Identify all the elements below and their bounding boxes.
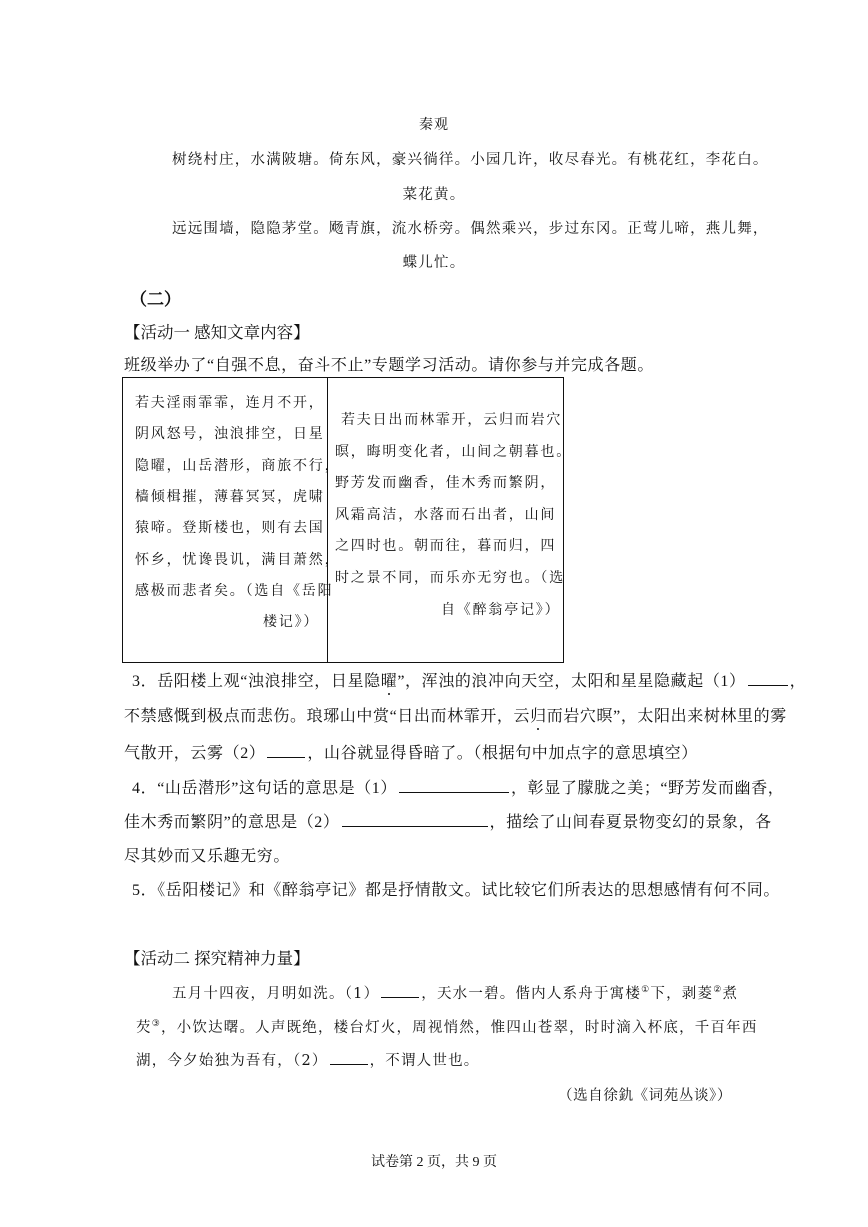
- passage-source: （选自徐釚《词苑丛谈》）: [558, 1088, 732, 1104]
- q4-text: ，彰显了朦胧之美；“野芳发而幽香，: [511, 780, 785, 797]
- page-footer: 试卷第 2 页，共 9 页: [371, 1155, 497, 1170]
- q4-blank-1[interactable]: [399, 778, 509, 793]
- poem-line: 树绕村庄，水满陂塘。倚东风，豪兴徜徉。小园几许，收尽春光。有桃花红，李花白。: [172, 152, 769, 168]
- footnote-mark: ②: [713, 985, 723, 996]
- activity2-passage-line3: [136, 1049, 479, 1070]
- passage-text: 五月十四夜，月明如洗。（1）: [172, 986, 380, 1002]
- q3-text: 而岩穴暝”，太阳出来树林里的雾: [546, 708, 787, 725]
- passage-text: 煮: [722, 986, 739, 1002]
- table-left-line: 阴风怒号，浊浪排空，日星: [135, 426, 325, 443]
- passage-text: ，不谓人世也。: [369, 1053, 480, 1069]
- poem-line: 蝶儿忙。: [402, 255, 466, 271]
- table-left-line: 隐曜，山岳潜形，商旅不行，: [135, 457, 341, 474]
- q3-text: ，: [789, 673, 807, 690]
- activity2-title: 【活动二 探究精神力量】: [124, 949, 310, 968]
- activity1-intro: 班级举办了“自强不息，奋斗不止”专题学习活动。请你参与并完成各题。: [124, 357, 655, 374]
- question-4-line3: 尽其妙而又乐趣无穷。: [124, 848, 291, 865]
- part-heading: （二）: [130, 290, 181, 309]
- table-left-line: 若夫淫雨霏霏，连月不开，: [135, 395, 325, 411]
- table-left-line: 猿啼。登斯楼也，则有去国: [135, 520, 325, 537]
- table-left-line: 楼记》）: [263, 614, 320, 631]
- q3-text: 气散开，云雾（2）: [124, 745, 266, 762]
- question-3-line3: [124, 740, 698, 763]
- q3-text: ，山谷就显得昏暗了。（根据句中加点字的意思填空）: [307, 745, 698, 762]
- q4-text: 4．“山岳潜形”这句话的意思是（1）: [132, 780, 398, 797]
- q4-blank-2[interactable]: [342, 812, 488, 827]
- table-divider: [327, 378, 328, 662]
- table-left-line: 怀乡，忧谗畏讥，满目萧然，: [135, 551, 341, 568]
- footnote-mark: ③: [151, 1019, 161, 1030]
- activity1-title: 【活动一 感知文章内容】: [124, 323, 310, 342]
- q3-text: ”，浑浊的浪冲向天空，太阳和星星隐藏起（1）: [397, 673, 746, 690]
- poem-author: 秦观: [419, 117, 449, 133]
- q3-text: 3．岳阳楼上观“浊浪排空，日星隐: [132, 673, 381, 690]
- table-left-line: 樯倾楫摧，薄暮冥冥，虎啸: [135, 488, 325, 505]
- question-5: 5．《岳阳楼记》和《醉翁亭记》都是抒情散文。试比较它们所表达的思想感情有何不同。: [132, 882, 781, 899]
- passage-text: ，小饮达曙。人声既绝，楼台灯火，周视悄然，惟四山苍翠，时时滴入杯底，千百年西: [160, 1020, 758, 1036]
- passage-text: 湖，今夕始独为吾有，（2）: [136, 1053, 328, 1069]
- question-4-line1: [132, 775, 784, 798]
- activity2-passage-line2: [136, 1016, 758, 1037]
- question-3-line2: [124, 703, 787, 726]
- poem-line: 远远围墙，隐隐茅堂。飏青旗，流水桥旁。偶然乘兴，步过东冈。正莺儿啼，燕儿舞，: [172, 221, 769, 237]
- q3-dotted-char: 归: [530, 708, 547, 725]
- q3-text: 不禁感慨到极点而悲伤。琅琊山中赏“日出而林霏开，云: [124, 708, 531, 725]
- passage-blank-1[interactable]: [381, 983, 419, 998]
- activity2-passage-line1: [172, 982, 738, 1003]
- table-left-line: 感极而悲者矣。（选自《岳阳: [135, 582, 334, 599]
- q3-blank-1[interactable]: [748, 671, 788, 686]
- passage-blank-2[interactable]: [330, 1050, 368, 1065]
- passage-text: ，天水一碧。偕内人系舟于寓楼: [421, 986, 642, 1002]
- table-right-line: 时之景不同，而乐亦无穷也。（选: [335, 570, 565, 586]
- q4-text: ，描绘了山间春夏景物变幻的景象，各: [489, 814, 772, 831]
- footnote-mark: ①: [641, 985, 651, 996]
- table-right-line: 自《醉翁亭记》）: [441, 601, 561, 618]
- q3-blank-2[interactable]: [267, 743, 305, 758]
- table-right-line: 暝，晦明变化者，山间之朝暮也。: [335, 443, 572, 460]
- table-right-line: 野芳发而幽香，佳木秀而繁阴，: [335, 475, 557, 492]
- q4-text: 佳木秀而繁阴”的意思是（2）: [124, 814, 340, 831]
- table-right-line: 之四时也。朝而往，暮而归，四: [335, 538, 557, 555]
- question-3-line1: [132, 668, 806, 691]
- question-4-line2: [124, 809, 772, 832]
- table-right-line: 若夫日出而林霏开，云归而岩穴: [341, 412, 563, 428]
- table-right-line: 风霜高洁，水落而石出者，山间: [335, 506, 557, 523]
- passage-text: 芡: [136, 1020, 152, 1036]
- q3-dotted-char: 曜: [380, 673, 398, 690]
- passage-text: 下，剥菱: [650, 986, 714, 1002]
- poem-line: 菜花黄。: [402, 187, 466, 203]
- comparison-table: [122, 377, 572, 663]
